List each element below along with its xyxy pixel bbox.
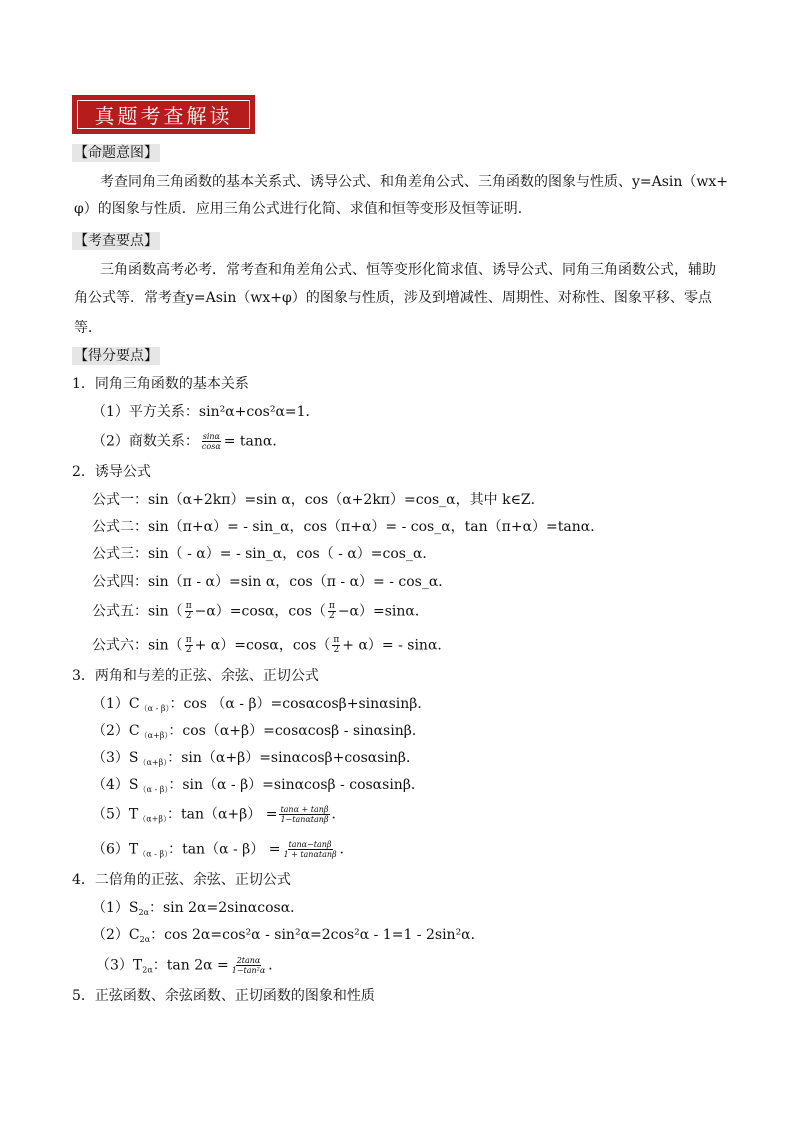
sin-diff-formula: $(4)S_{(\alpha - \beta)}$：sin（α - β）=sinαcosβ - cosαsinβ． — [92, 777, 425, 794]
item-3-heading: 3．两角和与差的正弦、余弦、正切公式 — [72, 668, 319, 684]
points-text-line-3: 等． — [74, 320, 102, 336]
pi-over-2-fraction: $\frac{\pi}{2}$ — [185, 601, 192, 621]
points-heading: 【考查要点】 — [74, 233, 158, 249]
cos-diff-formula: $(1)C_{(\alpha - \beta)}$：cos （α - β）=cosαcosβ+sinαsinβ． — [92, 696, 432, 713]
tan-double-fraction: $\frac{2\tan\alpha}{\text{1−tan²α}}$ — [231, 956, 266, 975]
sin-over-cos-fraction: $\frac{\sin\alpha}{\cos\alpha}$ — [201, 432, 221, 451]
pi-over-2-fraction: $\frac{\pi}{2}$ — [328, 601, 335, 621]
tan-sum-formula: $(5)T_{(\alpha+\beta)}$：tan（α+β） = $\frac{\tan\alpha + \tan\beta}{1-\tan\alpha\tan\beta}$ ． — [92, 805, 346, 824]
cos-double-formula: $(2)C_{2\alpha}$：cos 2α=cos²α - sin²α=2cos²α - 1=1 - 2sin²α． — [92, 927, 485, 944]
pi-over-2-fraction: $\frac{\pi}{2}$ — [185, 635, 192, 655]
formula-5: 公式五：sin（ $\frac{\pi}{2}$ −α）=cosα，cos（ $\frac{\pi}{2}$ −α）=sinα． — [92, 601, 429, 621]
tan-double-formula: $(3)T_{2\alpha}$：tan 2α = $\frac{2\tan\alpha}{\text{1−tan²α}}$ ． — [96, 956, 283, 975]
tan-sum-fraction: $\frac{\tan\alpha + \tan\beta}{1-\tan\alpha\tan\beta}$ — [280, 805, 329, 824]
formula-4: 公式四：sin（π - α）=sin α，cos（π - α）= - cos_α． — [92, 574, 453, 590]
intent-heading: 【命题意图】 — [74, 145, 158, 161]
item-1-heading: 1．同角三角函数的基本关系 — [72, 376, 249, 392]
intent-text-line-1: 考查同角三角函数的基本关系式、诱导公式、和角差角公式、三角函数的图象与性质、y=Asin（wx+ — [100, 174, 729, 190]
tan-diff-fraction: $\frac{\tan\alpha-\tan\beta}{1 + \tan\alpha\tan\beta}$ — [283, 840, 337, 859]
banner-inner-frame — [77, 100, 250, 129]
points-text-line-1: 三角函数高考必考．常考查和角差角公式、恒等变形化简求值、诱导公式、同角三角函数公式，辅助 — [100, 262, 716, 278]
formula-6: 公式六：sin（ $\frac{\pi}{2}$ + α）=cosα，cos（ $\frac{\pi}{2}$ + α）= - sinα． — [92, 635, 452, 655]
item-5-heading: 5．正弦函数、余弦函数、正切函数的图象和性质 — [72, 988, 375, 1004]
sin-sum-formula: $(3)S_{(\alpha+\beta)}$：sin（α+β）=sinαcosβ+cosαsinβ． — [92, 750, 421, 767]
formula-1: 公式一：sin（α+2kπ）=sin α，cos（α+2kπ）=cos_α，其中 k∈Z． — [92, 492, 545, 508]
sin-double-formula: $(1)S_{2\alpha}$：sin 2α=2sinαcosα． — [92, 900, 305, 917]
banner-title: 真题考查解读 — [94, 104, 233, 128]
item-2-heading: 2．诱导公式 — [72, 464, 151, 480]
pi-over-2-fraction: $\frac{\pi}{2}$ — [333, 635, 340, 655]
formula-2: 公式二：sin（π+α）= - sin_α，cos（π+α）= - cos_α，tan（π+α）=tanα． — [92, 519, 605, 535]
points-text-line-2: 角公式等．常考查y=Asin（wx+φ）的图象与性质，涉及到增减性、周期性、对称性、图象平移、零点 — [74, 290, 712, 306]
scoring-heading: 【得分要点】 — [74, 348, 158, 364]
intent-text-line-2: φ）的图象与性质．应用三角公式进行化简、求值和恒等变形及恒等证明． — [74, 201, 532, 217]
item-4-heading: 4．二倍角的正弦、余弦、正切公式 — [72, 872, 291, 888]
square-relation: （1）平方关系：sin²α+cos²α=1． — [92, 404, 320, 420]
formula-3: 公式三：sin（ - α）= - sin_α，cos（ - α）=cos_α． — [92, 546, 437, 562]
quotient-relation: （2）商数关系： $\frac{\sin\alpha}{\cos\alpha}$ = tanα． — [92, 432, 287, 451]
tan-diff-formula: $(6)T_{(\alpha - \beta)}$：tan（α - β） = $\frac{\tan\alpha-\tan\beta}{1 + \tan\alpha\tan\beta}$ ． — [92, 840, 354, 859]
cos-sum-formula: $(2)C_{(\alpha+\beta)}$：cos（α+β）=cosαcosβ - sinαsinβ． — [92, 723, 426, 740]
section-banner — [72, 95, 255, 134]
